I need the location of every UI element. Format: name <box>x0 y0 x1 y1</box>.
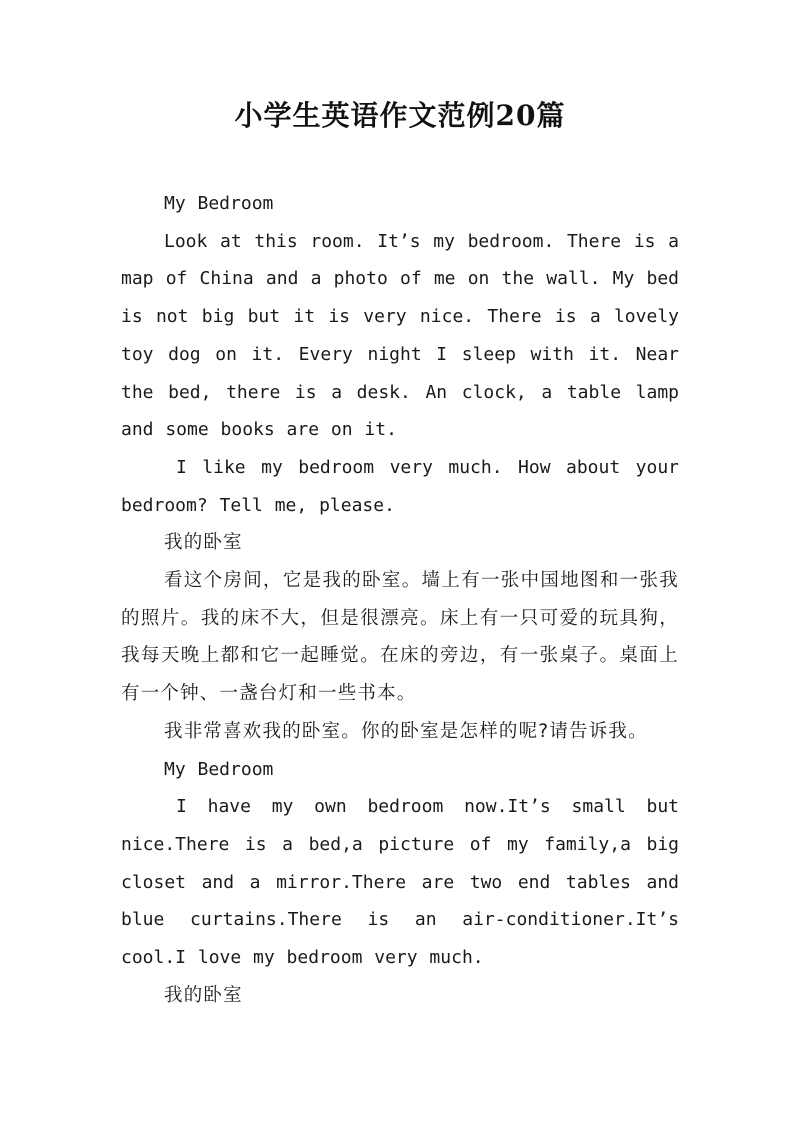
essay-heading-english-1: My Bedroom <box>164 193 274 214</box>
document-title: 小学生英语作文范例20篇 <box>234 99 566 132</box>
essay-heading-chinese-2: 我的卧室 <box>164 984 243 1006</box>
essay-heading-chinese-1: 我的卧室 <box>164 532 243 554</box>
document-body <box>121 185 679 1014</box>
essay-paragraph-chinese-2: 我非常喜欢我的卧室。你的卧室是怎样的呢?请告诉我。 <box>164 720 648 742</box>
essay-paragraph-chinese-1: 看这个房间，它是我的卧室。墙上有一张中国地图和一张我的照片。我的床不大，但是很漂亮。床上有一只可爱的玩具狗，我每天晚上都和它一起睡觉。在床的旁边，有一张桌子。桌面上有一个钟、一盏台灯和一些书本。 <box>121 570 679 705</box>
essay-heading-english-2: My Bedroom <box>164 758 274 780</box>
essay-paragraph-english-2: I like my bedroom very much. How about your bedroom? Tell me, please. <box>121 456 679 516</box>
essay-paragraph-english-1: Look at this room. It’s my bedroom. There is a map of China and a photo of me on the wall. My bed is not big but it is very nice. There is a lovely toy dog on it. Every night I sleep with it. Near the bed, there is a desk. An clock, a table lamp and some books are on it. <box>121 230 679 441</box>
essay-paragraph-english-3: I have my own bedroom now.It’s small but nice.There is a bed,a picture of my family,a big closet and a mirror.There are two end tables and blue curtains.There is an air-conditioner.It’s cool.I love my bedroom very much. <box>121 796 679 969</box>
